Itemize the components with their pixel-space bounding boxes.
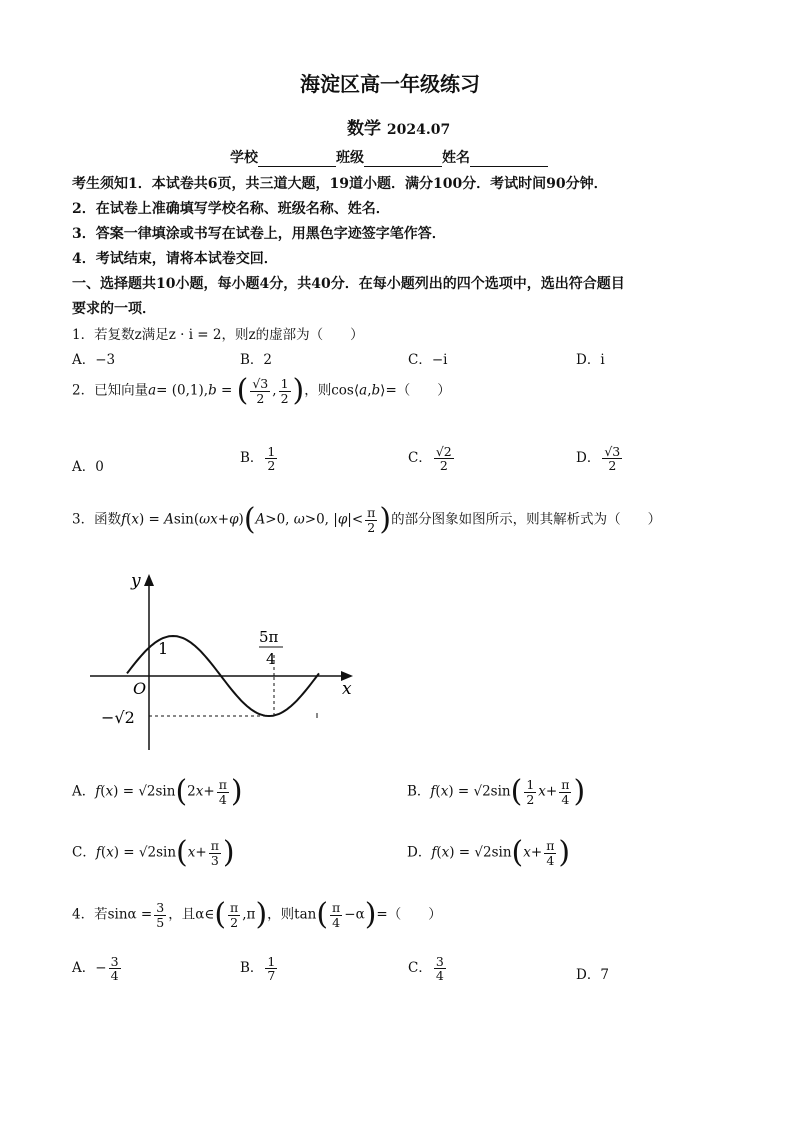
y-arrow-icon <box>144 574 154 586</box>
five-pi-label: 5π <box>259 628 279 646</box>
q4-a-label: A．− <box>72 960 107 977</box>
subject: 数学 <box>347 119 381 139</box>
neg-sqrt2-label: −√2 <box>101 708 135 727</box>
q4-prefix: 4．若sinα = <box>72 906 153 923</box>
frac-1-over-2: $\frac{1}{2}$ <box>280 376 289 406</box>
q4-option-d[interactable]: D．7 <box>576 967 609 983</box>
y-label: y <box>131 571 141 591</box>
q4-option-c[interactable]: C． $\frac{3}{4}$ <box>408 954 444 984</box>
name-label: 姓名 <box>442 150 470 166</box>
q4-option-b[interactable]: B． $\frac{1}{7}$ <box>240 954 276 984</box>
q2-d-label: D． <box>576 450 601 467</box>
frac-sqrt3-over-2: $\frac{√3}{2}$ <box>252 376 269 406</box>
instruction-4: 4．考试结束，请将本试卷交回． <box>72 251 278 267</box>
q3-prefix: 3．函数 <box>72 511 122 528</box>
q2-option-a[interactable] <box>72 455 104 475</box>
instruction-item: 1．本试卷共6页，共三道大题，19道小题．满分100分．考试时间90分钟． <box>128 176 608 192</box>
q1-option-c[interactable]: C．−i <box>408 352 448 368</box>
q1-stem: 1．若复数z满足z · i = 2，则z的虚部为（ ） <box>72 327 364 343</box>
q4-mid: ，且α∈ <box>168 906 215 923</box>
origin-label: O <box>133 679 147 698</box>
q4-option-a[interactable]: A．− $\frac{3}{4}$ <box>72 954 119 984</box>
q3-option-a[interactable]: A．f(x) = √2sin(2x+ $\frac{\pi}{4}$ ) <box>72 774 243 809</box>
subject-line <box>347 114 450 139</box>
frac-pi-over-2: $\frac{\pi}{2}$ <box>367 505 376 535</box>
exam-date: 2024.07 <box>386 122 451 138</box>
q3-stem: 3．函数f(x) = Asin(ωx+φ)(A>0, ω>0, |φ|< $\frac{\pi}{2}$ )的部分图象如图所示，则其解析式为（ ） <box>72 502 662 537</box>
q2-option-d[interactable] <box>576 445 624 472</box>
right-paren: ) <box>292 373 305 408</box>
q2-option-c[interactable] <box>408 445 456 472</box>
name-field[interactable] <box>470 152 548 167</box>
class-field[interactable] <box>364 152 442 167</box>
q3-option-b[interactable]: B．f(x) = √2sin( $\frac{1}{2}$ x+ $\frac{\pi}{4}$ ) <box>407 774 586 809</box>
page-title: 海淀区高一年级练习 <box>300 72 480 96</box>
q4-c-label: C． <box>408 960 432 977</box>
q2-option-b[interactable] <box>240 445 279 472</box>
q1-option-d[interactable]: D．i <box>576 352 605 368</box>
q3-d-label: D． <box>407 844 432 861</box>
one-label: 1 <box>158 639 169 658</box>
q2-c-label: C． <box>408 450 432 467</box>
q3-mid: 的部分图象如图所示，则其解析式为（ ） <box>391 511 662 528</box>
q2-a-value: = (0,1) <box>156 382 204 399</box>
school-label: 学校 <box>230 150 258 166</box>
student-info-row <box>230 147 548 167</box>
q2-stem: 2．已知向量a= (0,1),b = ( $\frac{√3}{2}$ , $\frac{1}{2}$ )，则cos⟨a,b⟩=（ ） <box>72 373 451 408</box>
school-field[interactable] <box>258 152 336 167</box>
q2-a-label: A．0 <box>72 459 104 475</box>
q1-option-b[interactable]: B．2 <box>240 352 273 368</box>
left-paren: ( <box>236 373 249 408</box>
q4-suffix: =（ ） <box>376 906 442 923</box>
q2-mid: ，则cos <box>304 382 354 399</box>
instruction-1 <box>72 173 608 193</box>
q2-b-label: B． <box>240 450 264 467</box>
section1-line1: 一、选择题共10小题，每小题4分，共40分．在每小题列出的四个选项中，选出符合题目 <box>72 276 625 292</box>
q3-a-label: A． <box>72 783 96 800</box>
section1-line2: 要求的一项． <box>72 301 156 317</box>
frac-sqrt3-over-2-d: $\frac{√3}{2}$ <box>604 444 621 474</box>
frac-half: $\frac{1}{2}$ <box>267 444 276 474</box>
frac-sqrt2-over-2: $\frac{√2}{2}$ <box>435 444 452 474</box>
instruction-3: 3．答案一律填涂或书写在试卷上，用黑色字迹签字笔作答． <box>72 226 446 242</box>
instruction-2: 2．在试卷上准确填写学校名称、班级名称、姓名． <box>72 201 390 217</box>
q1-option-a[interactable]: A．−3 <box>72 352 116 368</box>
q3-option-d[interactable]: D．f(x) = √2sin(x+ $\frac{\pi}{4}$ ) <box>407 835 571 870</box>
q3-b-label: B． <box>407 783 431 800</box>
q2-prefix: 2．已知向量 <box>72 382 149 399</box>
q2-suffix: =（ ） <box>385 382 451 399</box>
q3-graph <box>85 560 365 755</box>
class-label: 班级 <box>336 150 364 166</box>
vector-a: a <box>148 382 157 399</box>
q4-stem: 4．若sinα = $\frac{3}{5}$ ，且α∈( $\frac{\pi}{2}$ ,π)，则tan( $\frac{\pi}{4}$ −α)=（ ） <box>72 897 442 932</box>
q3-c-label: C． <box>72 844 96 861</box>
four-label: 4 <box>266 650 276 668</box>
instructions-prefix: 考生须知 <box>72 176 128 192</box>
x-label: x <box>342 679 352 699</box>
q4-b-label: B． <box>240 960 264 977</box>
q3-option-c[interactable]: C．f(x) = √2sin(x+ $\frac{\pi}{3}$ ) <box>72 835 235 870</box>
vector-b: b <box>208 382 217 399</box>
q4-mid2: ，则tan <box>267 906 317 923</box>
